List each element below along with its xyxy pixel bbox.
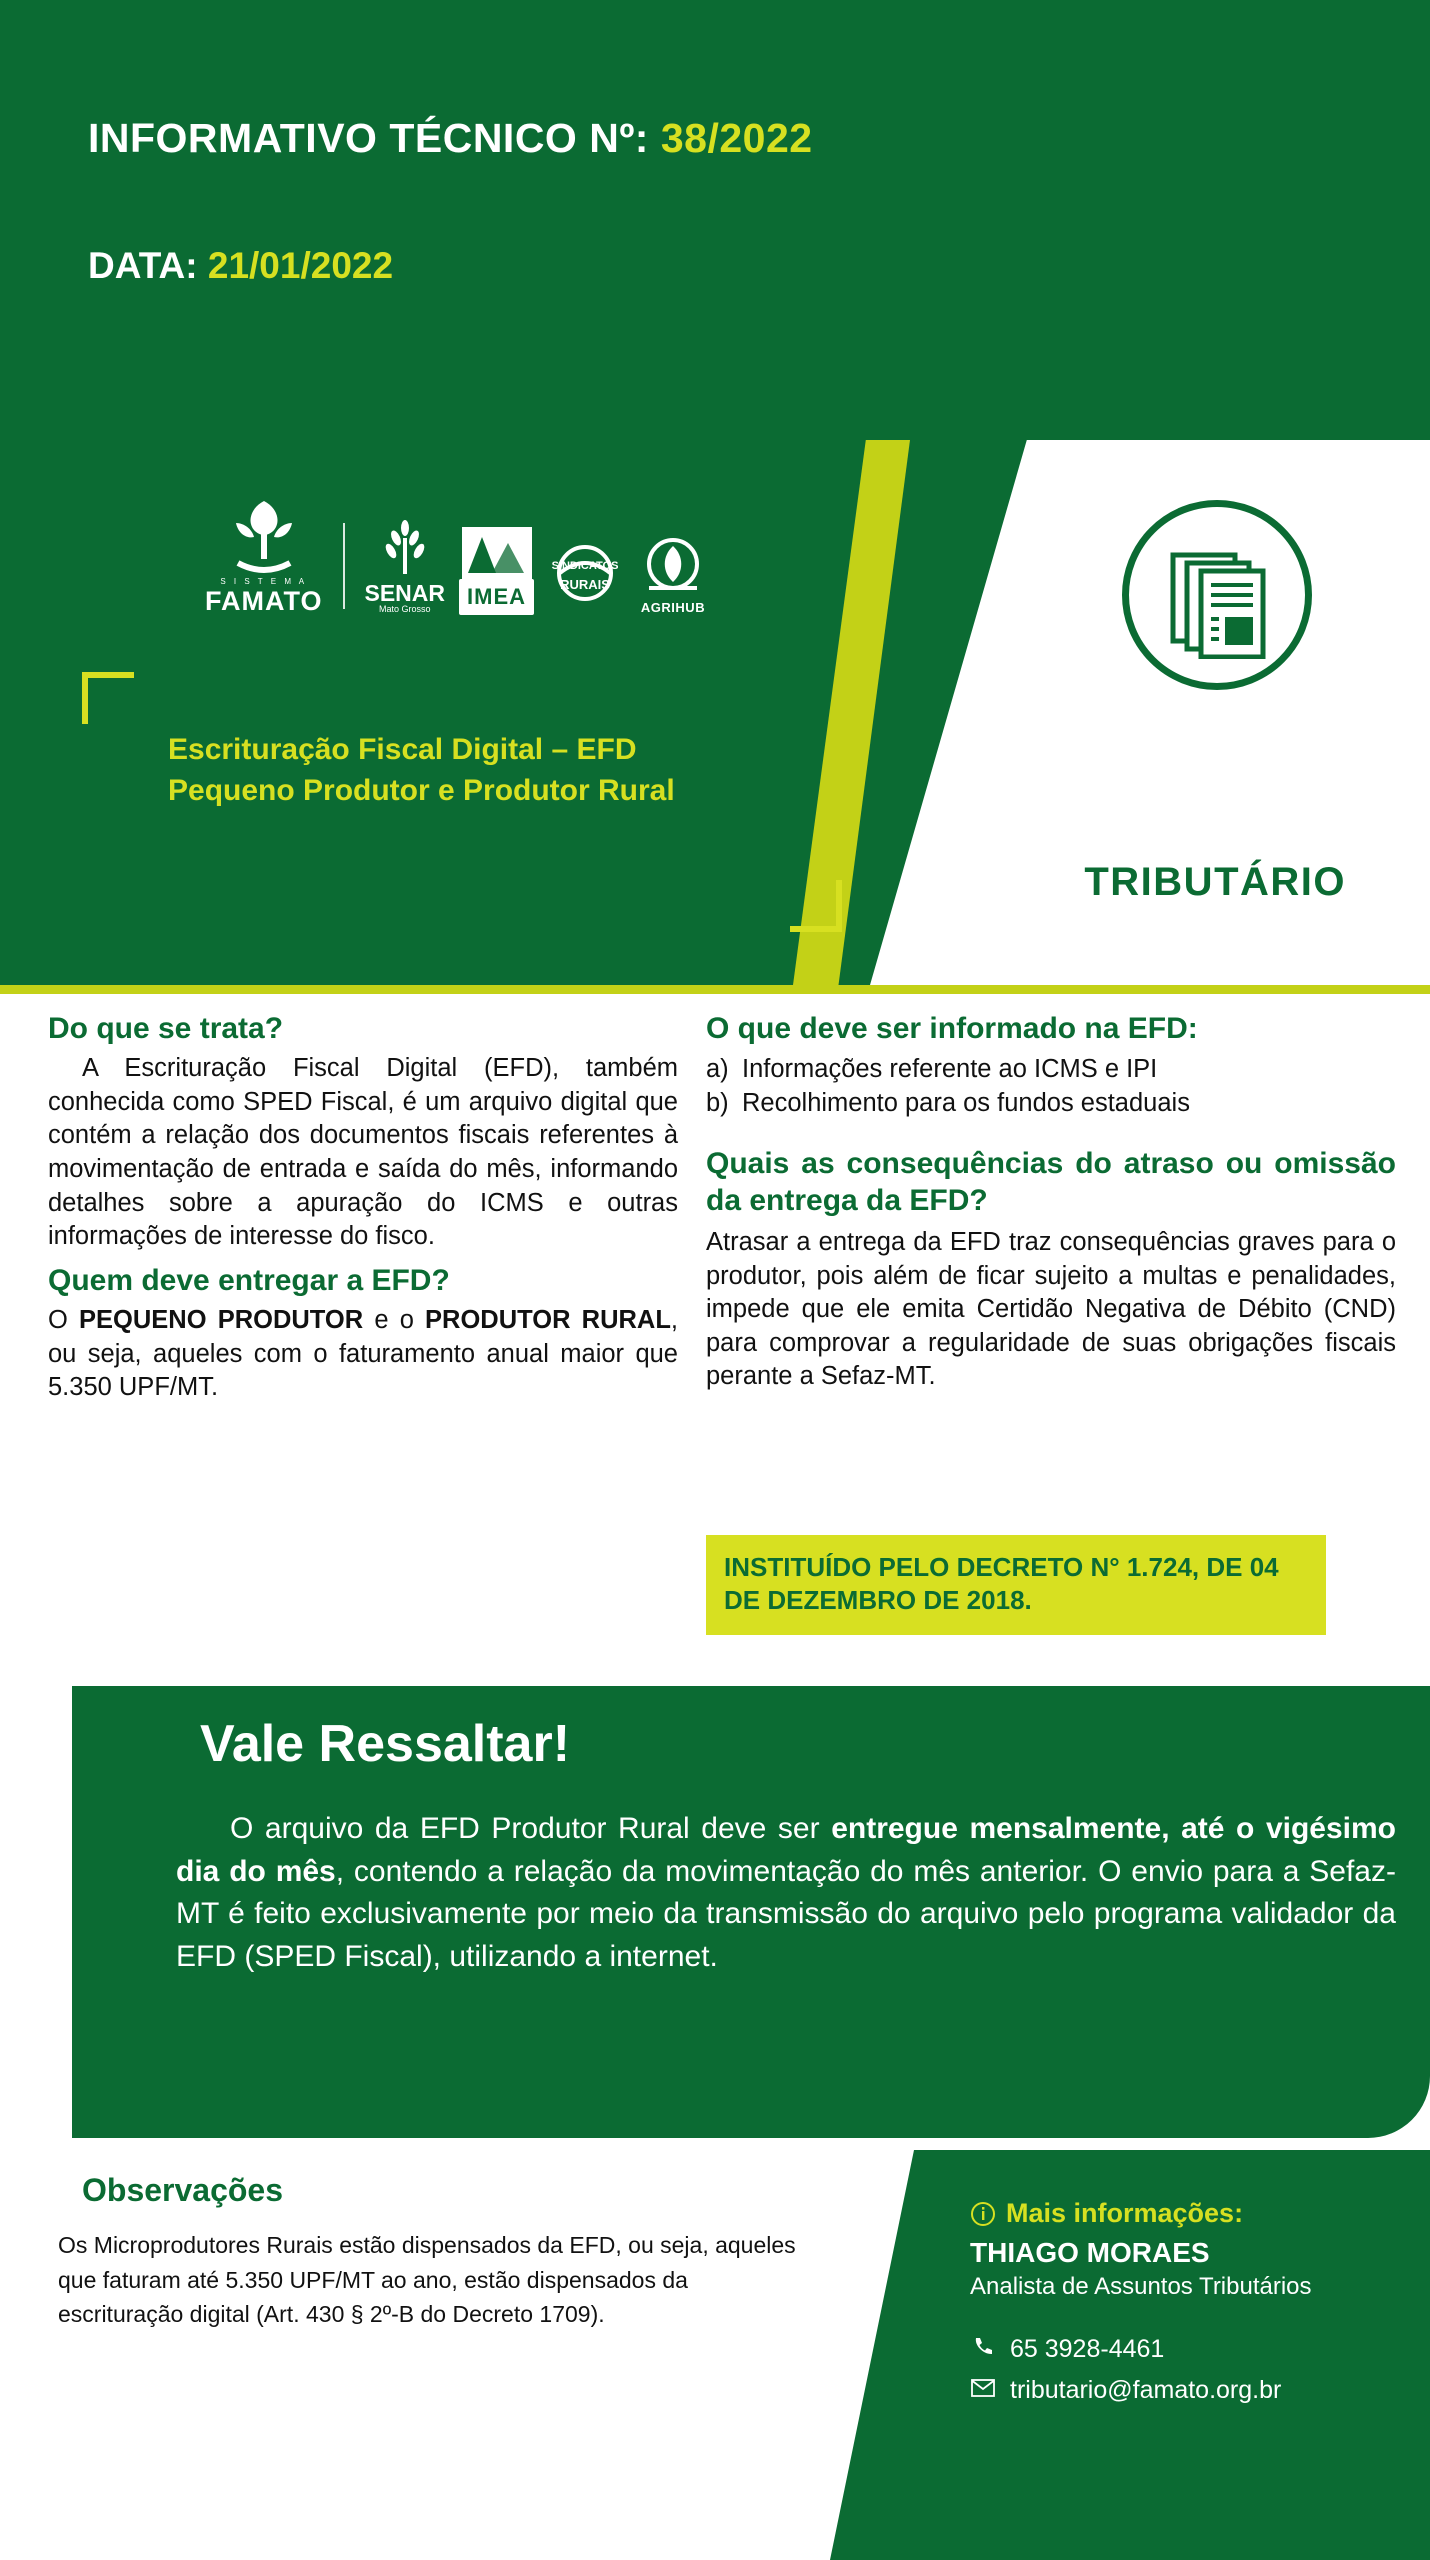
date-value: 21/01/2022 xyxy=(207,245,394,286)
title-number: 38/2022 xyxy=(660,115,813,161)
logo-agrihub xyxy=(636,534,710,615)
observations-text: Os Microprodutores Rurais estão dispensados da EFD, ou seja, aqueles que faturam até 5.350 UPF/MT ao ano, estão dispensados da escrituração digital (Art. 430 § 2º-B do Decreto 1709). xyxy=(58,2232,796,2327)
q2-bold-2: PRODUTOR RURAL xyxy=(425,1305,671,1334)
list-item xyxy=(706,1086,1396,1120)
highlight-title: Vale Ressaltar! xyxy=(200,1715,571,1773)
senar-text: SENAR xyxy=(364,580,446,607)
document-date xyxy=(88,245,393,287)
highlight-panel xyxy=(72,1686,1430,2138)
question-4-text: Atrasar a entrega da EFD traz consequências graves para o produtor, pois além de ficar sujeito a multas e penalidades, impede que ele emita Certidão Negativa de Débito (CND) para comprovar a regularidade de suas obrigações fiscais perante a Sefaz-MT. xyxy=(706,1227,1396,1391)
bracket-top-left xyxy=(82,672,134,724)
lime-divider xyxy=(0,985,1430,994)
contact-head-label: Mais informações: xyxy=(1006,2198,1244,2228)
list-item-text: Recolhimento para os fundos estaduais xyxy=(742,1089,1190,1118)
wheat-icon xyxy=(377,520,433,582)
senar-sub: Mato Grosso xyxy=(378,604,431,615)
q2-part-c: e o xyxy=(363,1305,426,1334)
title-label: INFORMATIVO TÉCNICO Nº: xyxy=(88,115,649,161)
date-label: DATA: xyxy=(88,245,198,286)
document-header xyxy=(0,0,1430,985)
decree-text: INSTITUÍDO PELO DECRETO N° 1.724, DE 04 DE DEZEMBRO DE 2018. xyxy=(724,1552,1279,1615)
subtitle-line-1: Escrituração Fiscal Digital – EFD xyxy=(168,733,637,766)
famato-text: FAMATO xyxy=(205,586,323,616)
document-subtitle xyxy=(168,730,808,811)
highlight-text-part-1: O arquivo da EFD Produtor Rural deve ser xyxy=(230,1812,832,1845)
highlight-text-part-2: , contendo a relação da movimentação do mês anterior. O envio para a Sefaz-MT é feito exclusivamente por meio da transmissão do arquivo pelo programa validador da EFD (SPED Fiscal), utilizando a internet. xyxy=(176,1854,1396,1973)
question-1-title: Do que se trata? xyxy=(48,1012,284,1045)
contact-header xyxy=(970,2198,1370,2229)
list-item xyxy=(706,1052,1396,1086)
logo-sindicatos xyxy=(548,537,622,615)
question-4-title: Quais as consequências do atraso ou omissão da entrega da EFD? xyxy=(706,1146,1396,1218)
category-label: TRIBUTÁRIO xyxy=(1084,860,1346,904)
famato-sub: S I S T E M A xyxy=(220,577,308,586)
agrihub-icon xyxy=(636,534,710,600)
agrihub-text: AGRIHUB xyxy=(640,600,706,615)
famato-leaf-icon xyxy=(222,493,306,577)
q2-part-a: O xyxy=(48,1305,80,1334)
q2-bold-1: PEQUENO PRODUTOR xyxy=(79,1305,364,1334)
sindicatos-rurais-icon xyxy=(548,537,622,615)
contact-content xyxy=(830,2150,1430,2560)
question-1-text: A Escrituração Fiscal Digital (EFD), também conhecida como SPED Fiscal, é um arquivo digital que contém a relação dos documentos fiscais referentes à movimentação de entrada e saída do mês, informando detalhes sobre a apuração do ICMS e outras informações de interesse do fisco. xyxy=(48,1054,678,1251)
svg-text:RURAIS: RURAIS xyxy=(560,577,610,592)
logo-divider xyxy=(343,523,345,609)
contact-email-row[interactable] xyxy=(970,2376,1370,2405)
contact-email: tributario@famato.org.br xyxy=(1010,2376,1282,2404)
bracket-bottom-right xyxy=(790,880,842,932)
info-icon xyxy=(970,2201,996,2227)
question-3-title: O que deve ser informado na EFD: xyxy=(706,1012,1198,1045)
logo-senar xyxy=(365,520,446,615)
subtitle-line-2: Pequeno Produtor e Produtor Rural xyxy=(168,773,675,807)
contact-phone: 65 3928-4461 xyxy=(1010,2335,1165,2363)
highlight-text xyxy=(176,1808,1396,1978)
mail-icon xyxy=(970,2376,996,2405)
documents-seal xyxy=(1122,500,1312,690)
question-2-title: Quem deve entregar a EFD? xyxy=(48,1263,450,1297)
right-column xyxy=(706,1012,1396,1404)
svg-text:SINDICATOS: SINDICATOS xyxy=(551,560,619,572)
documents-icon xyxy=(1167,545,1281,659)
list-item-marker: a) xyxy=(706,1055,729,1083)
page-title xyxy=(88,115,813,162)
logo-strip xyxy=(205,450,725,615)
highlight-text-bold: entregue mensalmente, até o vigésimo dia do mês xyxy=(176,1812,1396,1888)
observations-title: Observações xyxy=(82,2172,284,2208)
list-item-marker: b) xyxy=(706,1089,729,1118)
question-2-text xyxy=(48,1304,678,1405)
contact-role: Analista de Assuntos Tributários xyxy=(970,2273,1312,2300)
list-item-text: Informações referente ao ICMS e IPI xyxy=(742,1055,1158,1083)
logo-famato xyxy=(205,493,323,615)
logo-imea xyxy=(459,527,534,615)
contact-name: THIAGO MORAES xyxy=(970,2237,1210,2268)
left-column xyxy=(48,1012,678,1415)
q2-part-e: , ou seja, aqueles com o faturamento anual maior que 5.350 UPF/MT. xyxy=(48,1305,679,1402)
imea-mark-icon xyxy=(462,527,532,579)
contact-phone-row[interactable] xyxy=(970,2335,1370,2364)
imea-text: IMEA xyxy=(459,579,534,615)
decree-box xyxy=(706,1535,1326,1635)
phone-icon xyxy=(970,2335,996,2364)
